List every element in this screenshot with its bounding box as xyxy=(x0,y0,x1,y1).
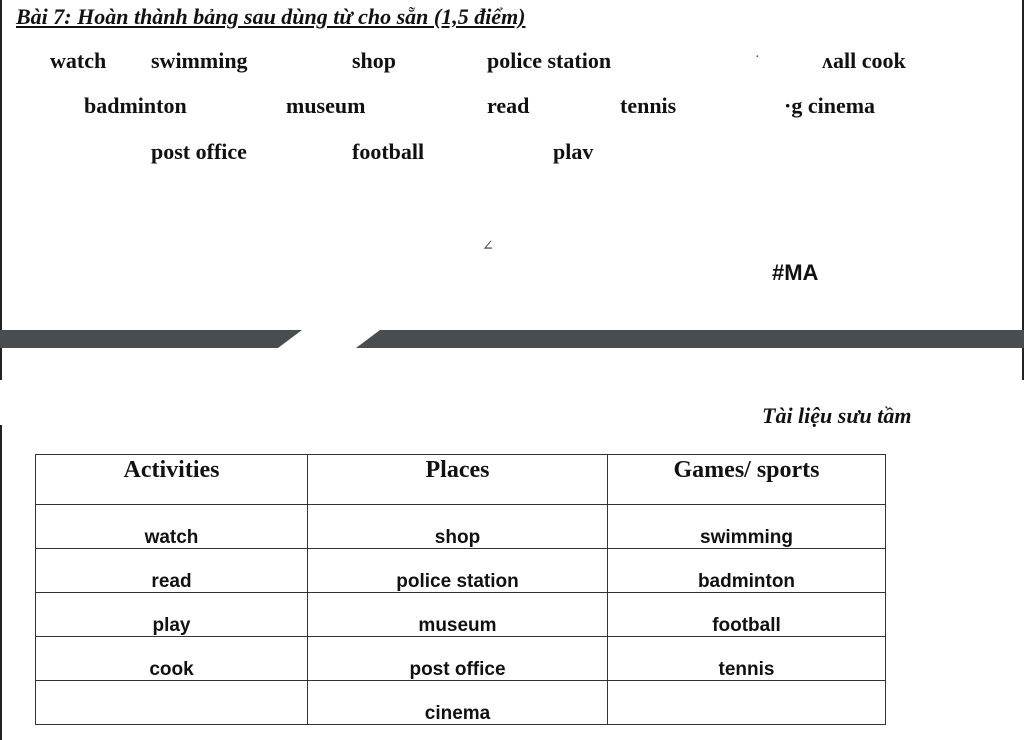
table-row xyxy=(36,505,886,549)
cell-text: football xyxy=(712,615,781,636)
word-bank-item: police station xyxy=(487,48,612,73)
source-note: Tài liệu sưu tầm xyxy=(762,403,912,428)
table-cell xyxy=(36,681,308,725)
table-cell xyxy=(36,593,308,637)
cell-text: shop xyxy=(434,527,481,548)
word-bank-item: museum xyxy=(286,93,366,118)
table-row xyxy=(36,549,886,593)
word-bank-item: plav xyxy=(553,139,594,164)
hashtag-label: #MA xyxy=(772,260,819,285)
table-cell xyxy=(608,637,886,681)
table-cell xyxy=(36,637,308,681)
table-cell xyxy=(308,637,608,681)
stray-mark: ∠ xyxy=(482,239,494,254)
table-cell xyxy=(608,505,886,549)
word-bank-item: post office xyxy=(151,139,247,164)
table-row xyxy=(36,637,886,681)
table-cell xyxy=(36,505,308,549)
table-row xyxy=(36,593,886,637)
word-bank-item: swimming xyxy=(151,48,248,73)
exercise-title: Bài 7: Hoàn thành bảng sau dùng từ cho sẵn (1,5 điểm) xyxy=(16,4,526,29)
table-cell xyxy=(308,681,608,725)
cell-text: badminton xyxy=(697,571,796,592)
cell-text: swimming xyxy=(700,527,793,548)
page-border-left xyxy=(0,0,2,380)
table-header-row xyxy=(36,455,886,505)
cell-text: read xyxy=(151,571,192,592)
table-cell xyxy=(608,549,886,593)
cell-text: cinema xyxy=(424,703,491,724)
stray-mark: · xyxy=(755,50,760,65)
table-cell xyxy=(308,505,608,549)
word-bank-item: watch xyxy=(50,48,107,73)
word-bank-item: badminton xyxy=(84,93,187,118)
table-cell xyxy=(308,549,608,593)
word-bank-item: tennis xyxy=(620,93,677,118)
column-header-games-sports: Games/ sports xyxy=(608,455,886,505)
column-header-places: Places xyxy=(308,455,608,505)
cell-text: tennis xyxy=(718,659,775,680)
table-cell xyxy=(608,593,886,637)
cell-text: post office xyxy=(409,659,506,680)
word-bank-item: ·g cinema xyxy=(784,93,876,118)
answer-table xyxy=(35,454,886,725)
cell-text: play xyxy=(152,615,191,636)
cell-text: museum xyxy=(418,615,497,636)
word-bank-item: football xyxy=(352,139,425,164)
page-border-left-lower xyxy=(0,425,2,740)
word-bank-item: ʌall cook xyxy=(822,48,906,73)
word-bank-item: shop xyxy=(352,48,397,73)
cell-text: cook xyxy=(149,659,194,680)
word-bank-item: read xyxy=(487,93,530,118)
table-cell xyxy=(36,549,308,593)
table-cell xyxy=(608,681,886,725)
column-header-activities: Activities xyxy=(36,455,308,505)
table-row xyxy=(36,681,886,725)
table-cell xyxy=(308,593,608,637)
cell-text: police station xyxy=(396,571,519,592)
page-divider-graphic xyxy=(0,326,1024,352)
cell-text: watch xyxy=(144,527,199,548)
